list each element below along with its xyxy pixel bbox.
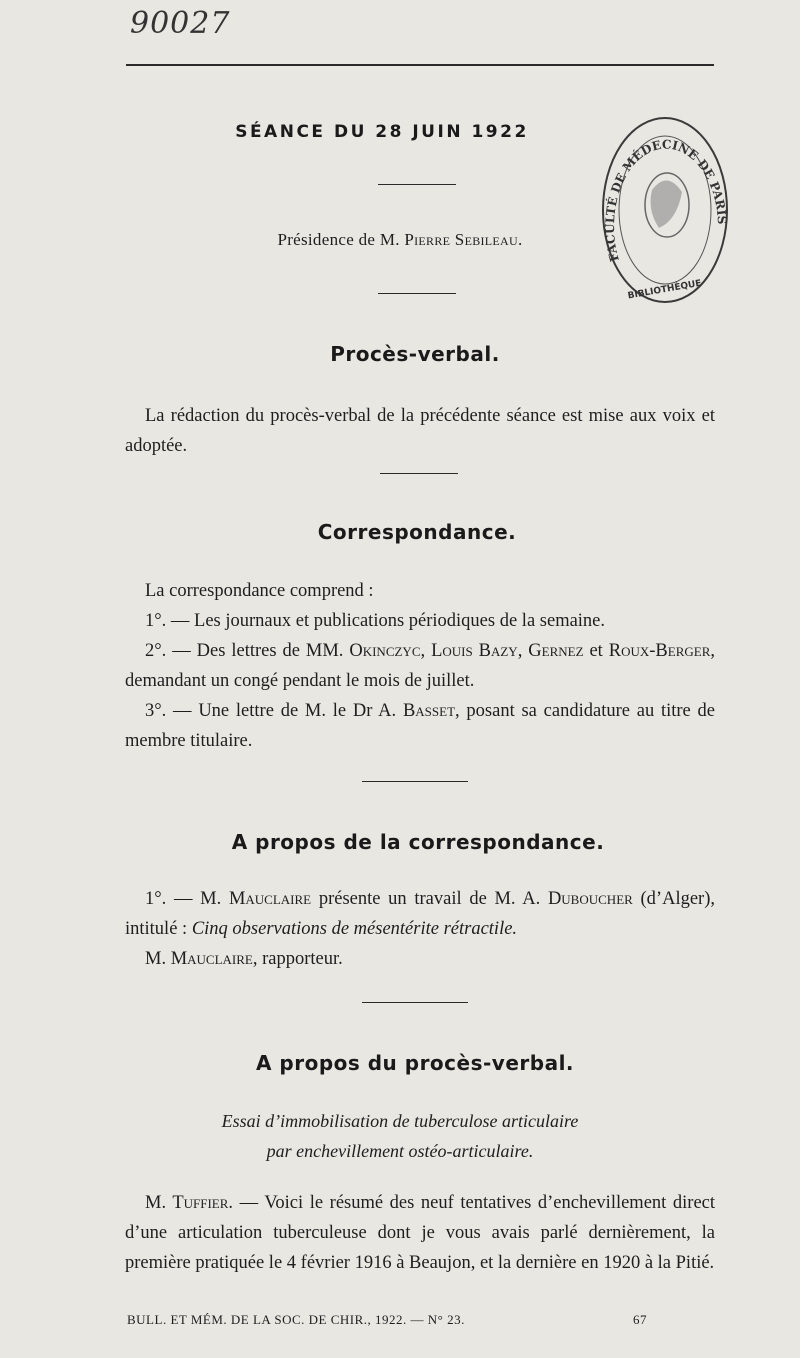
line-prefix: 1°. — M. [145, 889, 229, 909]
stamp-top-text: FACULTÉ DE MÉDECINE DE PARIS [602, 137, 730, 264]
divider [378, 184, 456, 185]
seance-title: SÉANCE DU 28 JUIN 1922 [235, 122, 529, 142]
speaker-name: M. Tuffier. [145, 1193, 234, 1213]
communication-title [0, 1106, 800, 1166]
president-name: Pierre Sebileau [404, 230, 518, 249]
paragraph [125, 1188, 715, 1278]
member-name: Roux-Berger [608, 641, 711, 661]
page-footer [127, 1312, 717, 1328]
line-suffix: , rapporteur. [252, 949, 343, 969]
member-name: Gernez [528, 641, 584, 661]
divider [362, 781, 468, 782]
top-rule [126, 64, 714, 66]
correspondance-item-2 [125, 636, 715, 696]
subtitle-line-2: par enchevillement ostéo-articulaire. [266, 1141, 534, 1161]
member-name: Mauclaire [228, 889, 312, 909]
item-3-suffix: , posant sa candidature au titre de membre titulaire. [125, 701, 715, 751]
page-number: 67 [633, 1312, 647, 1327]
journal-reference: BULL. ET MÉM. DE LA SOC. DE CHIR., 1922. — N° 23. [127, 1312, 465, 1327]
author-name: Duboucher [547, 889, 633, 909]
section-heading-apropos-pv: A propos du procès-verbal. [255, 1051, 575, 1075]
presidence-suffix: . [518, 230, 523, 249]
subtitle-line-1: Essai d’immobilisation de tuberculose articulaire [221, 1111, 579, 1131]
presidence-prefix: Présidence de M. [277, 230, 405, 249]
work-title: Cinq observations de mésentérite rétractile. [191, 919, 518, 939]
manuscript-number: 90027 [130, 6, 231, 41]
item-2-prefix: 2°. — Des lettres de MM. [145, 641, 350, 661]
correspondance-item-1: 1°. — Les journaux et publications périodiques de la semaine. [145, 611, 606, 631]
separator: , [517, 641, 529, 661]
stamp-emblem [651, 180, 682, 228]
item-3-prefix: 3°. — Une lettre de M. le Dr A. [145, 701, 403, 721]
apropos-correspondance-line-2 [125, 944, 715, 974]
line-mid: présente un travail de M. A. [311, 889, 548, 909]
communication-text: — Voici le résumé des neuf tentatives d’enchevillement direct d’une articulation tuberculeuse dont je vous avais parlé dernièrement, la première pratiquée le 4 février 1916 à Beaujon, et la dernière en 1920 à la Pitié. [125, 1193, 716, 1273]
divider [378, 293, 456, 294]
member-name: Basset [402, 701, 456, 721]
separator: et [583, 641, 609, 661]
member-name: Louis Bazy [431, 641, 518, 661]
line-prefix: M. [145, 949, 171, 969]
section-heading-apropos-correspondance: A propos de la correspondance. [231, 830, 605, 854]
member-name: Mauclaire [170, 949, 253, 969]
line-place: (d’Alger), intitulé : [125, 889, 715, 939]
member-name: Okinczyc [349, 641, 421, 661]
item-2-suffix: , demandant un congé pendant le mois de juillet. [125, 641, 715, 691]
apropos-correspondance-line-1 [125, 884, 715, 944]
divider [362, 1002, 468, 1003]
section-heading-proces-verbal: Procès-verbal. [330, 342, 500, 366]
apropos-correspondance-text [125, 884, 715, 974]
section-heading-correspondance: Correspondance. [317, 520, 517, 544]
correspondance-intro: La correspondance comprend : [145, 581, 374, 601]
separator: , [420, 641, 432, 661]
correspondance-item-3 [125, 696, 715, 756]
paragraph: La rédaction du procès-verbal de la précédente séance est mise aux voix et adoptée. [125, 406, 715, 456]
library-stamp [597, 110, 733, 310]
correspondance-text [125, 576, 715, 756]
divider [380, 473, 458, 474]
tuffier-communication [125, 1188, 715, 1278]
stamp-bottom-text: BIBLIOTHÈQUE [626, 278, 703, 302]
proces-verbal-text [125, 401, 715, 461]
